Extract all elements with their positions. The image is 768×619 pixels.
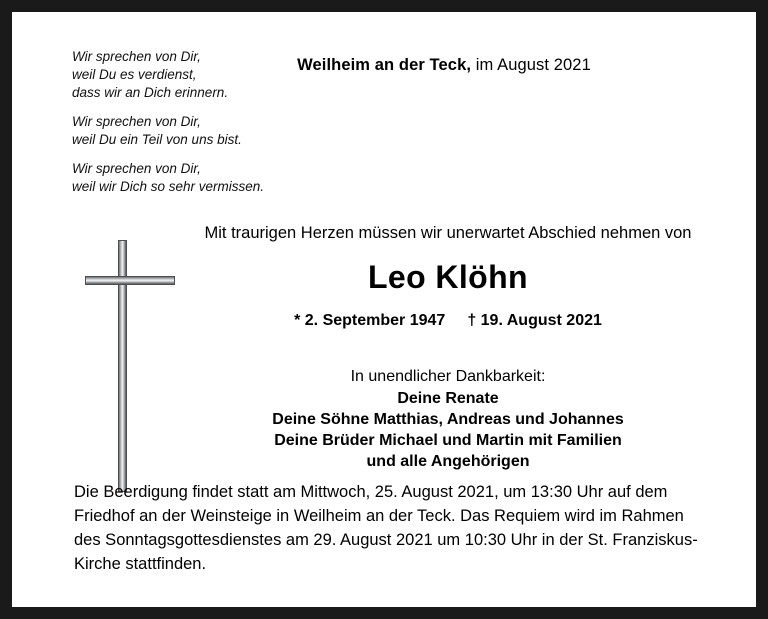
poem-line: dass wir an Dich erinnern. bbox=[72, 84, 229, 100]
funeral-details: Die Beerdigung findet statt am Mittwoch, 25. August 2021, um 13:30 Uhr auf dem Friedhof an der Weinsteige in Weilheim an der Teck. Das Requiem wird im Rahmen des Sonntagsgottesdienstes am 29. August 2021 um 10:30 Uhr in der St. Franziskus-Kirche stattfinden. bbox=[74, 483, 698, 574]
mourner-line: und alle Angehörigen bbox=[366, 453, 530, 471]
poem-line: Wir sprechen von Dir, bbox=[72, 113, 201, 129]
death-date: † 19. August 2021 bbox=[467, 312, 602, 329]
cross-icon bbox=[70, 240, 190, 500]
poem-line: weil Du ein Teil von uns bist. bbox=[72, 131, 242, 147]
poem-line: weil wir Dich so sehr vermissen. bbox=[72, 178, 265, 194]
poem-stanza-2 bbox=[72, 113, 264, 149]
cross-horizontal-bar bbox=[85, 276, 175, 285]
deceased-name: Leo Klöhn bbox=[367, 259, 529, 295]
poem bbox=[72, 48, 264, 207]
date-text: im August 2021 bbox=[471, 56, 591, 74]
announcement-lead: Mit traurigen Herzen müssen wir unerwartet Abschied nehmen von bbox=[204, 224, 692, 242]
life-dates bbox=[184, 312, 712, 330]
poem-line: Wir sprechen von Dir, bbox=[72, 160, 201, 176]
main-announcement bbox=[184, 224, 712, 472]
place-text: Weilheim an der Teck, bbox=[297, 56, 472, 74]
mourner-line: Deine Brüder Michael und Martin mit Familien bbox=[274, 432, 622, 450]
obituary-inner bbox=[12, 12, 756, 607]
mourner-line: Deine Renate bbox=[397, 390, 499, 407]
poem-line: weil Du es verdienst, bbox=[72, 66, 197, 82]
birth-date: * 2. September 1947 bbox=[294, 312, 446, 329]
mourner-line: Deine Söhne Matthias, Andreas und Johannes bbox=[272, 411, 624, 429]
poem-line: Wir sprechen von Dir, bbox=[72, 49, 201, 64]
mourners-list bbox=[184, 388, 712, 472]
poem-stanza-1 bbox=[72, 48, 264, 102]
thanks-intro: In unendlicher Dankbarkeit: bbox=[350, 368, 546, 385]
poem-stanza-3 bbox=[72, 160, 264, 196]
